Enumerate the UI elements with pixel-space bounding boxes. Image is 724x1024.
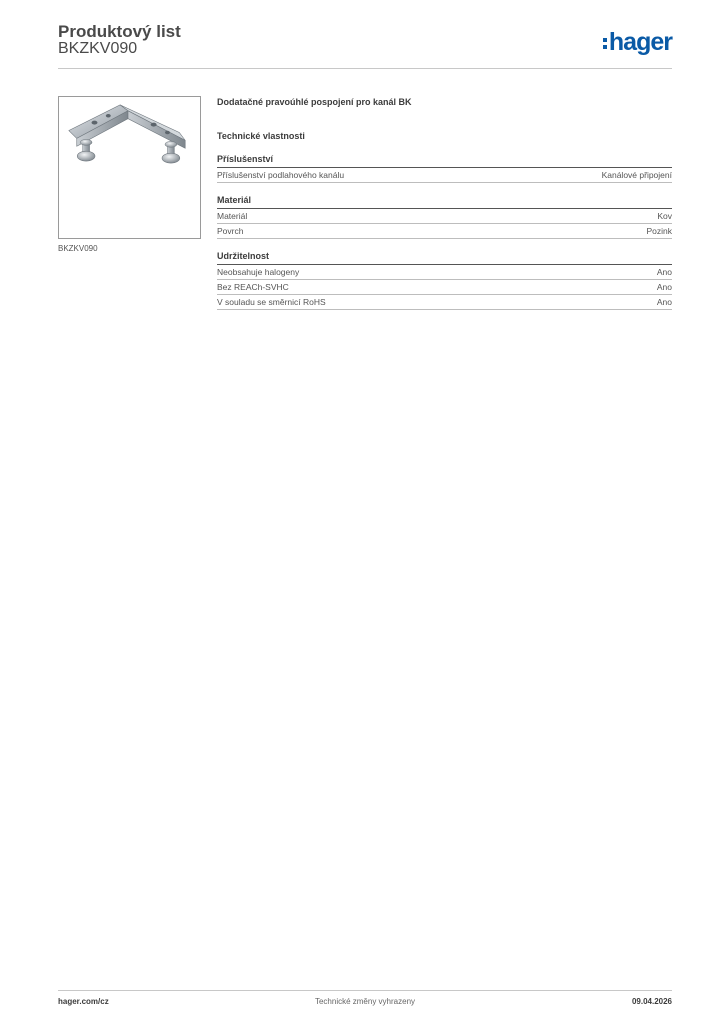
- row-value: Ano: [656, 267, 672, 277]
- logo-dots-icon: [603, 38, 607, 49]
- changes-notice: Technické změny vyhrazeny: [314, 997, 416, 1006]
- section-title: Materiál: [217, 195, 672, 209]
- row-value: Kanálové připojení: [601, 170, 672, 180]
- row-label: Příslušenství podlahového kanálu: [217, 170, 345, 180]
- hager-logo[interactable]: [603, 28, 672, 56]
- technical-properties-heading: Technické vlastnosti: [217, 131, 305, 141]
- row-label: Bez REACh-SVHC: [217, 282, 289, 292]
- section-sustainability: [217, 251, 672, 310]
- row-label: Povrch: [217, 226, 244, 236]
- section-accessories: [217, 154, 672, 183]
- footer-divider: [58, 990, 672, 991]
- section-material: [217, 195, 672, 239]
- page-header: [58, 20, 672, 70]
- row-label: Neobsahuje halogeny: [217, 267, 300, 277]
- product-details: [217, 96, 672, 310]
- product-description: Dodatačné pravoúhlé pospojení pro kanál BK: [217, 97, 412, 107]
- website-link[interactable]: hager.com/cz: [58, 997, 109, 1006]
- table-row: [217, 265, 672, 280]
- document-title: Produktový list: [58, 22, 181, 41]
- product-image: [58, 96, 201, 239]
- page-footer: [58, 997, 672, 1011]
- row-label: V souladu se směrnicí RoHS: [217, 297, 326, 307]
- row-value: Ano: [656, 297, 672, 307]
- table-row: [217, 168, 672, 183]
- section-title: Udržitelnost: [217, 251, 672, 265]
- table-row: [217, 295, 672, 310]
- row-value: Ano: [656, 282, 672, 292]
- row-value: Kov: [657, 211, 672, 221]
- header-divider: [58, 68, 672, 69]
- row-label: Materiál: [217, 211, 248, 221]
- image-caption: BKZKV090: [58, 244, 98, 253]
- table-row: [217, 209, 672, 224]
- angle-bracket-image: [59, 97, 200, 238]
- section-title: Příslušenství: [217, 154, 672, 168]
- row-value: Pozink: [646, 226, 672, 236]
- document-date: 09.04.2026: [631, 997, 672, 1006]
- table-row: [217, 280, 672, 295]
- logo-text: hager: [608, 28, 672, 56]
- table-row: [217, 224, 672, 239]
- product-code: BKZKV090: [58, 40, 138, 57]
